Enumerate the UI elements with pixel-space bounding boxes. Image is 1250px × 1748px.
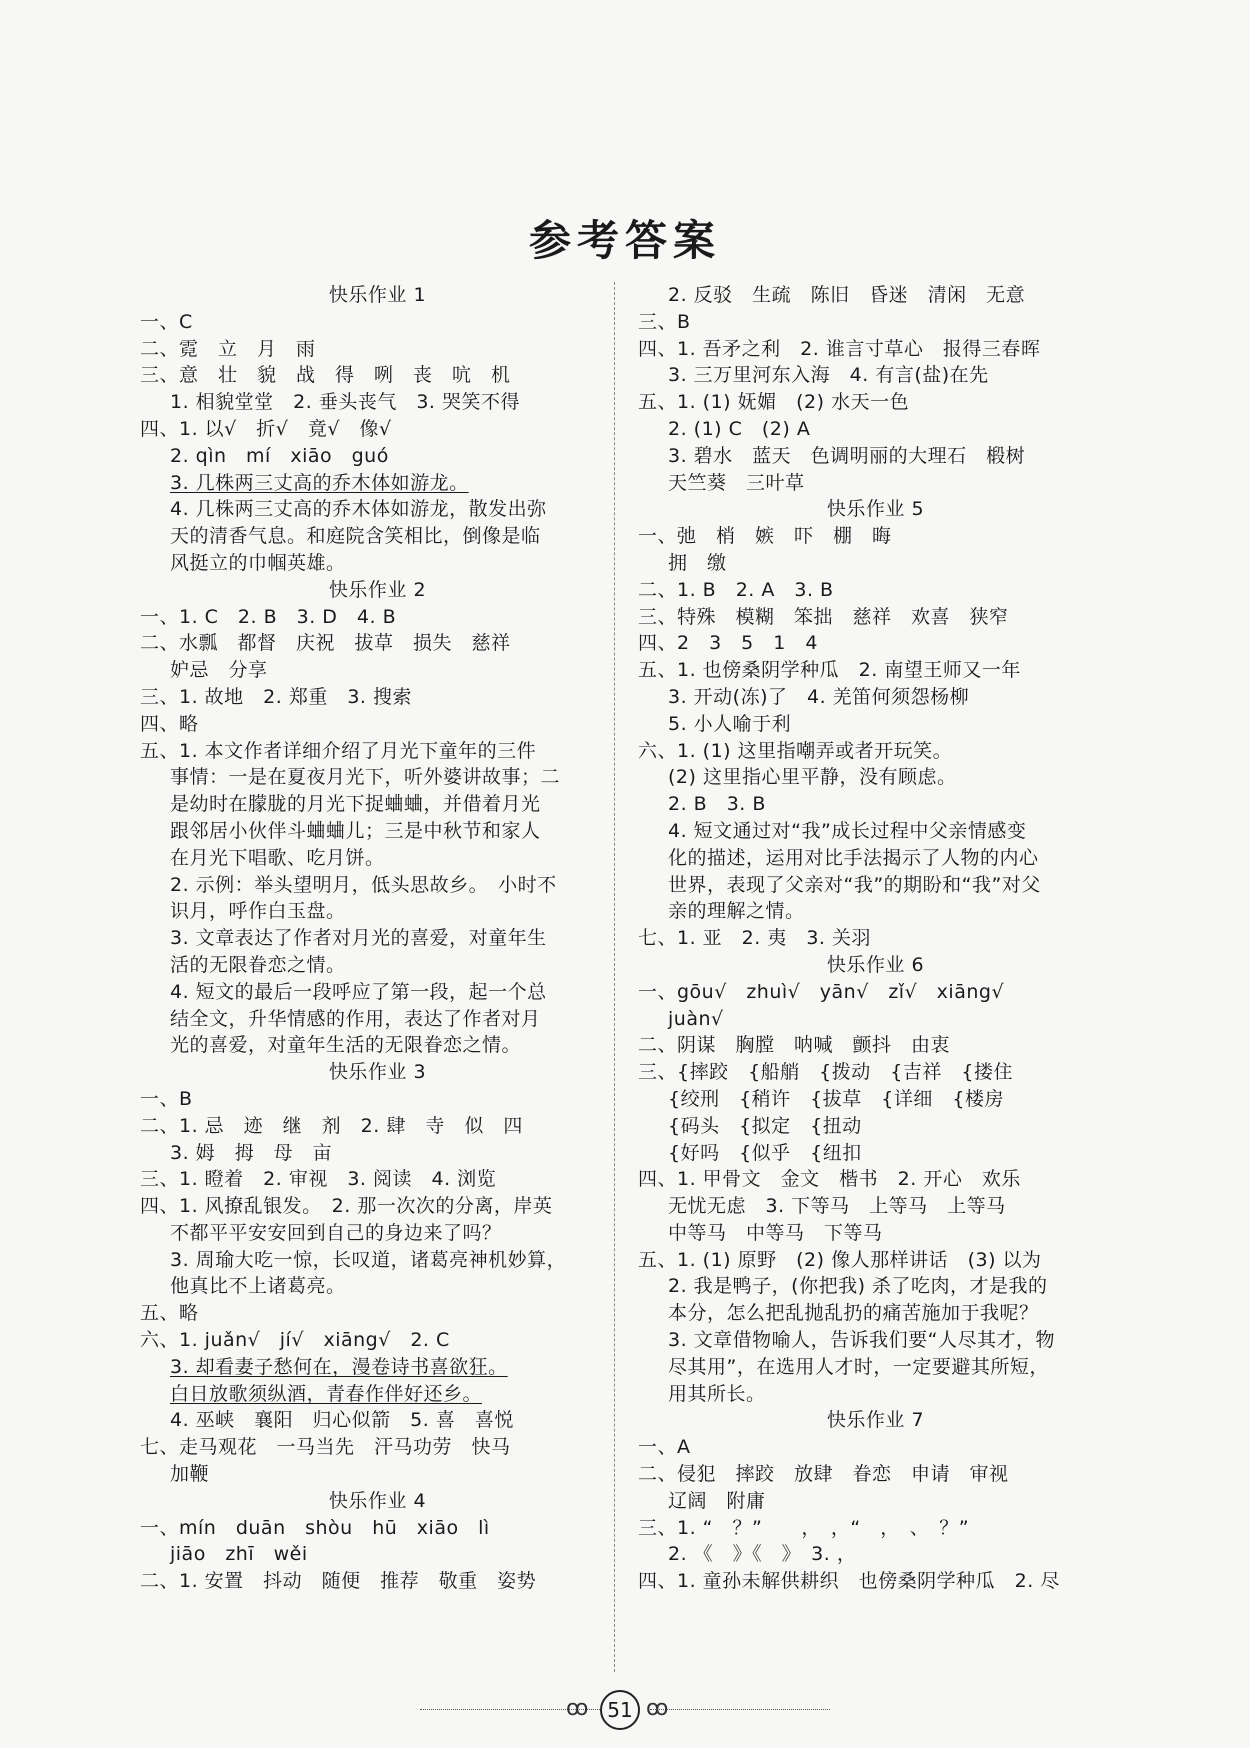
answer-line: 加鞭 bbox=[170, 1463, 210, 1486]
answer-line: 2. 反驳 生疏 陈旧 昏迷 清闲 无意 bbox=[668, 284, 1026, 306]
answer-line: 3. 文章借物喻人，告诉我们要“人尽其才，物 bbox=[668, 1329, 1056, 1352]
answer-line: 三、1. 故地 2. 郑重 3. 搜索 bbox=[140, 685, 413, 708]
answer-line: 妒忌 分享 bbox=[170, 659, 268, 682]
answer-line: juàn√ bbox=[668, 1007, 724, 1030]
answer-line: 尽其用”，在选用人才时，一定要避其所短， bbox=[668, 1355, 1049, 1378]
answer-line: {好吗 {似乎 {纽扣 bbox=[668, 1141, 862, 1164]
answer-line: 三、1. “ ？” ， ，“ ， 、 ？” bbox=[638, 1516, 970, 1539]
answer-line: 4. 短文通过对“我”成长过程中父亲情感变 bbox=[668, 819, 1027, 842]
answer-line: 活的无限眷恋之情。 bbox=[170, 953, 346, 976]
swirl-ornament-icon: ꝏ bbox=[566, 1696, 589, 1721]
answer-line: 5. 小人喻于利 bbox=[668, 712, 792, 735]
answer-line: 风挺立的巾帼英雄。 bbox=[170, 551, 346, 574]
answer-line: 五、1. (1) 妩媚 (2) 水天一色 bbox=[638, 391, 910, 414]
answer-line: 4. 短文的最后一段呼应了第一段，起一个总 bbox=[170, 980, 547, 1003]
answer-line: 3. 文章表达了作者对月光的喜爱，对童年生 bbox=[170, 927, 547, 950]
answer-line: 2. (1) C (2) A bbox=[668, 417, 811, 440]
section-heading: 快乐作业 3 bbox=[328, 1061, 427, 1084]
answer-line: 四、1. 风撩乱银发。 2. 那一次次的分离，岸英 bbox=[140, 1195, 553, 1218]
answer-line: 结全文，升华情感的作用，表达了作者对月 bbox=[170, 1007, 541, 1030]
page-title: 参考答案 bbox=[528, 216, 721, 265]
answer-line: 2. B 3. B bbox=[668, 793, 766, 816]
answer-line: jiāo zhī wěi bbox=[170, 1543, 308, 1566]
answer-line: 二、水瓢 都督 庆祝 拔草 损失 慈祥 bbox=[140, 632, 511, 655]
answer-line: 1. 相貌堂堂 2. 垂头丧气 3. 哭笑不得 bbox=[170, 391, 521, 414]
answer-line: 五、1. 本文作者详细介绍了月光下童年的三件 bbox=[140, 739, 537, 762]
answer-line: 一、gōu√ zhuì√ yān√ zǐ√ xiāng√ bbox=[638, 980, 1005, 1003]
answer-line: 不都平平安安回到自己的身边来了吗？ bbox=[170, 1221, 502, 1244]
answer-line: 识月，呼作白玉盘。 bbox=[170, 900, 346, 923]
answer-line: (2) 这里指心里平静，没有顾虑。 bbox=[668, 766, 957, 789]
answer-line: 辽阔 附庸 bbox=[668, 1489, 766, 1512]
answer-line: 六、1. (1) 这里指嘲弄或者开玩笑。 bbox=[638, 739, 953, 762]
answer-line: 一、B bbox=[140, 1087, 193, 1110]
section-heading: 快乐作业 6 bbox=[826, 953, 925, 976]
answer-line: 2. 《 》《 》 3. ， bbox=[668, 1543, 857, 1566]
answer-line: 四、1. 吾矛之利 2. 谁言寸草心 报得三春晖 bbox=[638, 337, 1041, 360]
answer-line: 五、1. (1) 原野 (2) 像人那样讲话 (3) 以为 bbox=[638, 1248, 1042, 1271]
answer-line: 天的清香气息。和庭院含笑相比，倒像是临 bbox=[170, 525, 541, 548]
answer-line: 四、1. 甲骨文 金文 楷书 2. 开心 欢乐 bbox=[638, 1168, 1021, 1191]
answer-line: 一、1. C 2. B 3. D 4. B bbox=[140, 605, 397, 628]
answer-line: 2. qìn mí xiāo guó bbox=[170, 444, 389, 467]
answer-line: 3. 碧水 蓝天 色调明丽的大理石 椴树 bbox=[668, 444, 1026, 467]
left-answer-column bbox=[140, 282, 615, 1595]
answer-line: 四、2 3 5 1 4 bbox=[638, 632, 818, 655]
section-heading: 快乐作业 7 bbox=[826, 1409, 925, 1432]
answer-line: 二、1. 安置 抖动 随便 推荐 敬重 姿势 bbox=[140, 1570, 537, 1593]
answer-line: 三、特殊 模糊 笨拙 慈祥 欢喜 狭窄 bbox=[638, 605, 1009, 628]
answer-line: 3. 周瑜大吃一惊，长叹道，诸葛亮神机妙算， bbox=[170, 1248, 567, 1271]
footer-ornament-right bbox=[650, 1709, 830, 1710]
answer-line: 六、1. juǎn√ jí√ xiāng√ 2. C bbox=[140, 1329, 450, 1352]
answer-line: 三、1. 瞪着 2. 审视 3. 阅读 4. 浏览 bbox=[140, 1168, 497, 1191]
answer-line: 3. 姆 拇 母 亩 bbox=[170, 1141, 333, 1164]
answer-line: {绞刑 {稍许 {拔草 {详细 {楼房 bbox=[668, 1087, 1004, 1110]
answer-line: 三、{摔跤 {船艄 {拨动 {吉祥 {搂住 bbox=[638, 1061, 1013, 1084]
swirl-ornament-icon: ꝏ bbox=[646, 1696, 669, 1721]
section-heading: 快乐作业 1 bbox=[328, 284, 427, 306]
answer-line: 七、1. 亚 2. 夷 3. 关羽 bbox=[638, 927, 872, 950]
answer-line: 中等马 中等马 下等马 bbox=[668, 1221, 883, 1244]
answer-line: 四、1. 以√ 折√ 竟√ 像√ bbox=[140, 417, 392, 440]
answer-line: 五、略 bbox=[140, 1302, 199, 1325]
answer-line: 四、略 bbox=[140, 712, 199, 735]
section-heading: 快乐作业 4 bbox=[328, 1489, 427, 1512]
section-heading: 快乐作业 5 bbox=[826, 498, 925, 521]
answer-line: 世界，表现了父亲对“我”的期盼和“我”对父 bbox=[668, 873, 1041, 896]
answer-line: 他真比不上诸葛亮。 bbox=[170, 1275, 346, 1298]
answer-line: 一、弛 梢 嫉 吓 棚 晦 bbox=[638, 525, 892, 548]
answer-line: 拥 缴 bbox=[668, 551, 727, 574]
answer-line: 一、C bbox=[140, 310, 193, 333]
answer-line: 事情：一是在夏夜月光下，听外婆讲故事；二 bbox=[170, 766, 561, 789]
answer-line: 二、霓 立 月 雨 bbox=[140, 337, 316, 360]
answer-line: 二、侵犯 摔跤 放肆 眷恋 申请 审视 bbox=[638, 1463, 1009, 1486]
answer-line: 四、1. 童孙未解供耕织 也傍桑阴学种瓜 2. 尽 bbox=[638, 1570, 1060, 1593]
answer-line: 2. 我是鸭子，(你把我) 杀了吃肉，才是我的 bbox=[668, 1275, 1048, 1298]
answer-line: 一、mín duān shòu hū xiāo lì bbox=[140, 1516, 490, 1539]
page-footer bbox=[0, 1690, 1250, 1730]
answer-line: 4. 几株两三丈高的乔木体如游龙，散发出弥 bbox=[170, 498, 547, 521]
answer-line: 3. 开动(冻)了 4. 羌笛何须怨杨柳 bbox=[668, 685, 970, 708]
answer-line: 是幼时在朦胧的月光下捉蛐蛐，并借着月光 bbox=[170, 793, 541, 816]
answer-line: 跟邻居小伙伴斗蛐蛐儿；三是中秋节和家人 bbox=[170, 819, 541, 842]
answer-line: 本分，怎么把乱抛乱扔的痛苦施加于我呢？ bbox=[668, 1302, 1039, 1325]
answer-line: 三、意 壮 貌 战 得 咧 丧 吭 机 bbox=[140, 364, 511, 387]
answer-line: 七、走马观花 一马当先 汗马功劳 快马 bbox=[140, 1436, 511, 1459]
page-number: 51 bbox=[600, 1690, 640, 1730]
answer-line: 五、1. 也傍桑阴学种瓜 2. 南望王师又一年 bbox=[638, 659, 1021, 682]
answer-line: 三、B bbox=[638, 310, 691, 333]
right-answer-column bbox=[638, 282, 1113, 1595]
answer-line: 在月光下唱歌、吃月饼。 bbox=[170, 846, 385, 869]
column-divider bbox=[614, 282, 615, 1672]
answer-line: 3. 几株两三丈高的乔木体如游龙。 bbox=[170, 471, 469, 494]
answer-line: 2. 示例：举头望明月，低头思故乡。 小时不 bbox=[170, 873, 557, 896]
answer-line: 二、阴谋 胸膛 呐喊 颤抖 由衷 bbox=[638, 1034, 951, 1057]
answer-line: 4. 巫峡 襄阳 归心似箭 5. 喜 喜悦 bbox=[170, 1409, 514, 1432]
answer-line: 光的喜爱，对童年生活的无限眷恋之情。 bbox=[170, 1034, 522, 1057]
answer-line: 二、1. B 2. A 3. B bbox=[638, 578, 834, 601]
section-heading: 快乐作业 2 bbox=[328, 578, 427, 601]
answer-line: 化的描述，运用对比手法揭示了人物的内心 bbox=[668, 846, 1039, 869]
answer-line: 二、1. 忌 迹 继 剂 2. 肆 寺 似 四 bbox=[140, 1114, 523, 1137]
answer-line: 天竺葵 三叶草 bbox=[668, 471, 805, 494]
answer-line: 用其所长。 bbox=[668, 1382, 766, 1405]
answer-line: 3. 却看妻子愁何在，漫卷诗书喜欲狂。 bbox=[170, 1355, 508, 1378]
answer-line: 3. 三万里河东入海 4. 有言(盐)在先 bbox=[668, 364, 989, 387]
answer-line: 亲的理解之情。 bbox=[668, 900, 805, 923]
answer-line: 无忧无虑 3. 下等马 上等马 上等马 bbox=[668, 1195, 1006, 1218]
answer-line: {码头 {拟定 {扭动 bbox=[668, 1114, 862, 1137]
answer-line: 一、A bbox=[638, 1436, 691, 1459]
answer-line: 白日放歌须纵酒，青春作伴好还乡。 bbox=[170, 1382, 483, 1405]
